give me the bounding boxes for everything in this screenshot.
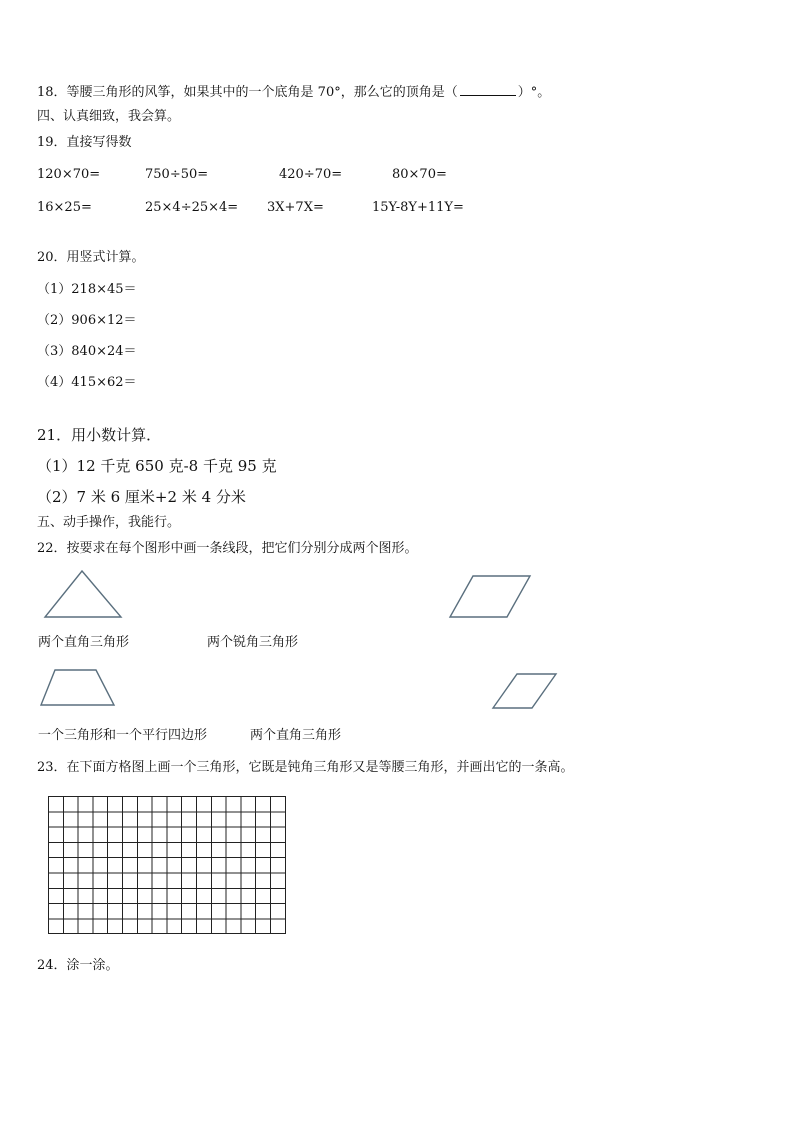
q19-item: 15Y-8Y+11Y=: [372, 200, 464, 215]
q22-label: 一个三角形和一个平行四边形: [38, 728, 208, 743]
section-4-heading: 四、认真细致，我会算。: [37, 109, 181, 124]
q19-item: 750÷50=: [145, 167, 209, 182]
q20-item: （1）218×45＝: [37, 282, 137, 297]
question-23-title: 23．在下面方格图上画一个三角形，它既是钝角三角形又是等腰三角形，并画出它的一条高。: [37, 760, 574, 775]
q19-item: 16×25=: [37, 200, 92, 215]
triangle-shape[interactable]: [40, 568, 126, 620]
q19-item: 120×70=: [37, 167, 101, 182]
q20-item: （3）840×24＝: [37, 344, 137, 359]
parallelogram-shape[interactable]: [446, 572, 534, 620]
answer-blank[interactable]: [460, 83, 516, 96]
q19-item: 80×70=: [392, 167, 447, 182]
q21-item: （1）12 千克 650 克-8 千克 95 克: [37, 457, 277, 475]
question-20-title: 20．用竖式计算。: [37, 250, 145, 265]
question-18: [37, 83, 550, 101]
q20-item: （2）906×12＝: [37, 313, 137, 328]
question-24-title: 24．涂一涂。: [37, 958, 119, 973]
q19-item: 25×4÷25×4=: [145, 200, 239, 215]
q19-item: 3X+7X=: [267, 200, 324, 215]
q22-label: 两个直角三角形: [250, 728, 342, 743]
trapezoid-shape[interactable]: [38, 666, 118, 708]
q19-item: 420÷70=: [279, 167, 343, 182]
q22-label: 两个锐角三角形: [207, 635, 299, 650]
q21-item: （2）7 米 6 厘米+2 米 4 分米: [37, 488, 246, 506]
rhombus-shape[interactable]: [490, 671, 560, 711]
q20-item: （4）415×62＝: [37, 375, 137, 390]
q18-text-before: 18．等腰三角形的风筝，如果其中的一个底角是 70°，那么它的顶角是（: [37, 85, 458, 100]
square-grid[interactable]: [48, 796, 288, 936]
q22-label: 两个直角三角形: [38, 635, 130, 650]
question-22-title: 22．按要求在每个图形中画一条线段，把它们分别分成两个图形。: [37, 541, 418, 556]
q18-text-after: ）°。: [517, 85, 551, 100]
question-19-title: 19．直接写得数: [37, 135, 132, 150]
question-21-title: 21．用小数计算．: [37, 426, 162, 444]
section-5-heading: 五、动手操作，我能行。: [37, 515, 181, 530]
